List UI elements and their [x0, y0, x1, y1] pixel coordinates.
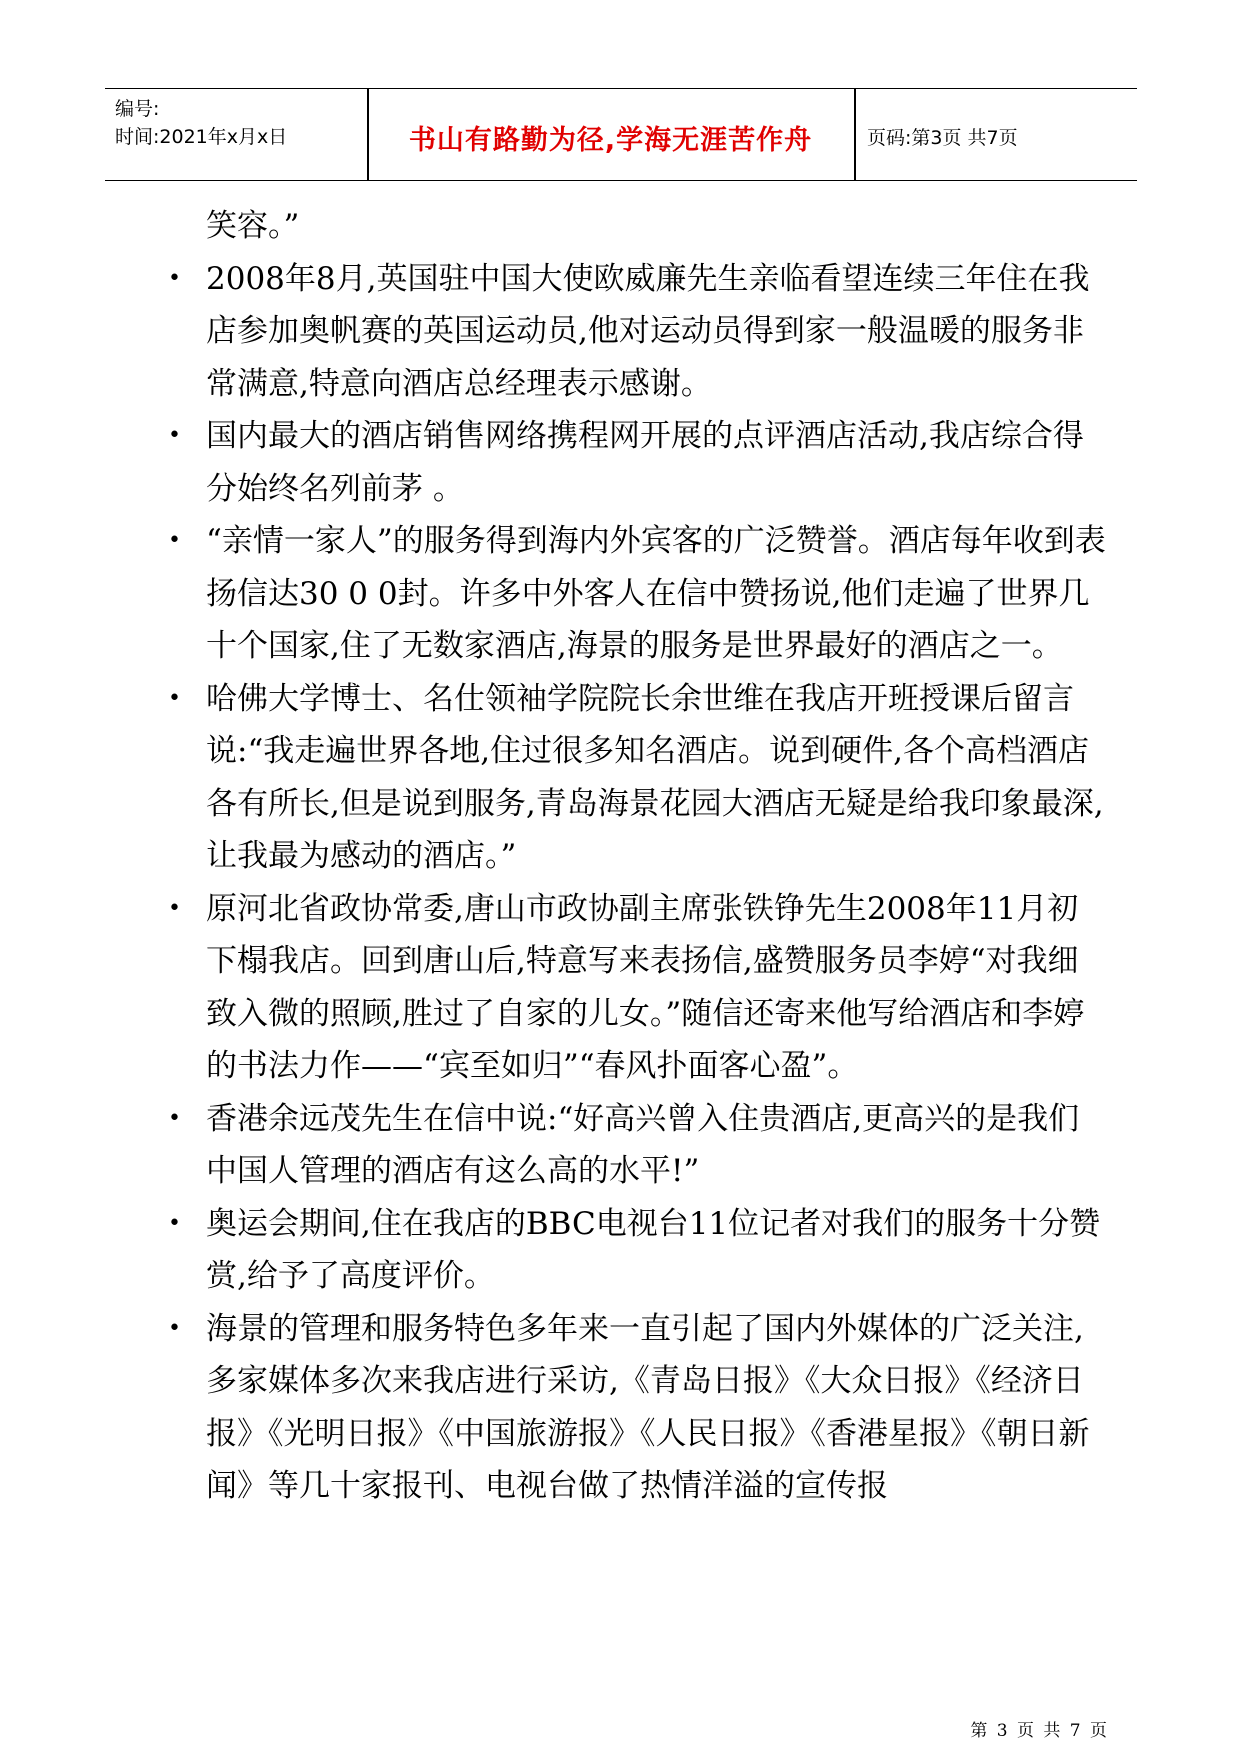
- list-item: [168, 1303, 1108, 1513]
- bullet-icon: •: [168, 685, 181, 711]
- list-item-text: “亲情一家人”的服务得到海内外宾客的广泛赞誉。酒店每年收到表扬信达30 0 0封。许多中外客人在信中赞扬说,他们走遍了世界几十个国家,住了无数家酒店,海景的服务是世界最好的酒店之一。: [206, 523, 1106, 664]
- list-item-text: 2008年8月,英国驻中国大使欧威廉先生亲临看望连续三年住在我店参加奥帆赛的英国运动员,他对运动员得到家一般温暖的服务非常满意,特意向酒店总经理表示感谢。: [206, 260, 1090, 402]
- header-meta: [115, 95, 287, 151]
- list-item: [168, 883, 1108, 1093]
- list-item: [168, 1198, 1108, 1303]
- list-item-text: 原河北省政协常委,唐山市政协副主席张铁铮先生2008年11月初下榻我店。回到唐山后,特意写来表扬信,盛赞服务员李婷“对我细致入微的照顾,胜过了自家的儿女。”随信还寄来他写给酒店和李婷的书法力作——“宾至如归”“春风扑面客心盈”。: [206, 890, 1085, 1084]
- list-item: [168, 1093, 1108, 1198]
- header-page-label: 页码:第3页 共7页: [867, 127, 1018, 149]
- bullet-icon: •: [168, 1105, 181, 1131]
- bullet-icon: •: [168, 528, 181, 553]
- list-item-text: 奥运会期间,住在我店的BBC电视台11位记者对我们的服务十分赞赏,给予了高度评价。: [206, 1205, 1101, 1294]
- document-body: [168, 200, 1108, 1513]
- bullet-icon: •: [168, 895, 181, 921]
- header-motto: 书山有路勤为径,学海无涯苦作舟: [408, 125, 813, 156]
- page-header: [105, 88, 1137, 181]
- list-item: [168, 673, 1108, 883]
- list-item-text: 哈佛大学博士、名仕领袖学院院长余世维在我店开班授课后留言说:“我走遍世界各地,住过很多知名酒店。说到硬件,各个高档酒店各有所长,但是说到服务,青岛海景花园大酒店无疑是给我印象最深,让我最为感动的酒店。”: [206, 680, 1104, 874]
- bullet-icon: •: [168, 1210, 181, 1236]
- list-item: [168, 410, 1108, 515]
- header-divider: [854, 89, 856, 180]
- bullet-icon: •: [168, 265, 181, 291]
- list-item: [168, 515, 1108, 673]
- list-item-text: 国内最大的酒店销售网络携程网开展的点评酒店活动,我店综合得分始终名列前茅 。: [206, 418, 1084, 507]
- list-item-text: 香港余远茂先生在信中说:“好高兴曾入住贵酒店,更高兴的是我们中国人管理的酒店有这么高的水平!”: [206, 1100, 1080, 1189]
- bullet-icon: •: [168, 1315, 181, 1341]
- document-number-label: 编号:: [115, 98, 160, 120]
- list-item: [168, 253, 1108, 411]
- bullet-icon: •: [168, 423, 181, 448]
- continued-text: 笑容。”: [206, 208, 300, 244]
- page-footer: 第 3 页 共 7 页: [970, 1721, 1109, 1741]
- list-item-text: 海景的管理和服务特色多年来一直引起了国内外媒体的广泛关注,多家媒体多次来我店进行采访,《青岛日报》《大众日报》《经济日报》《光明日报》《中国旅游报》《人民日报》《香港星报》《朝日新闻》等几十家报刊、电视台做了热情洋溢的宣传报: [206, 1310, 1090, 1504]
- document-time-label: 时间:2021年x月x日: [115, 126, 288, 148]
